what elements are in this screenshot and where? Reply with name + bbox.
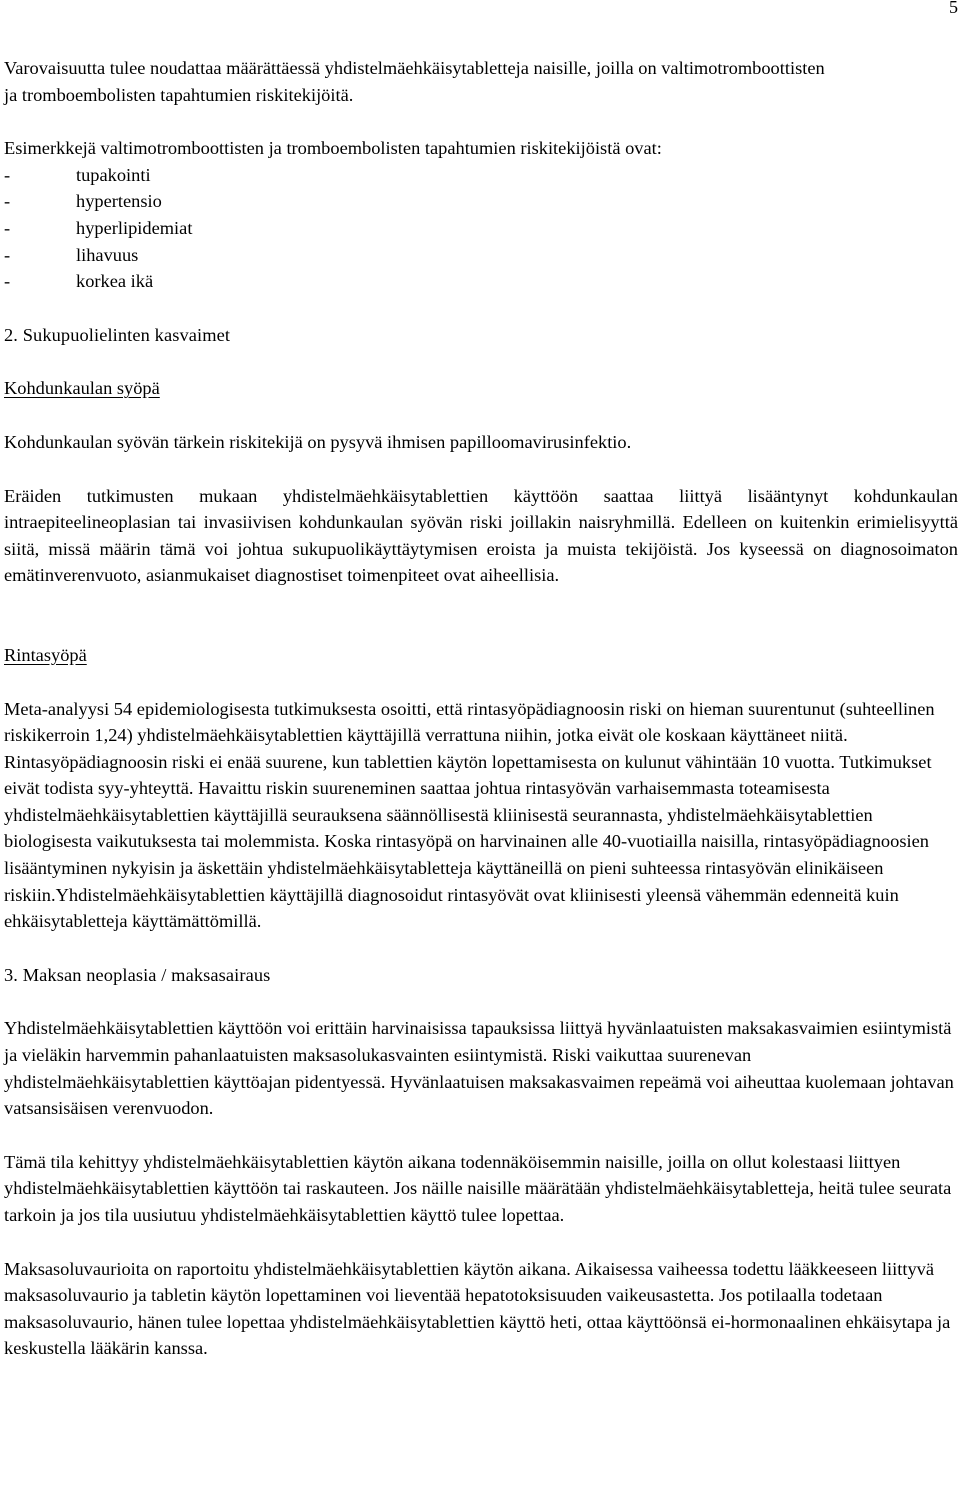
risk-factor-list [4, 162, 958, 295]
document-body [4, 55, 958, 1362]
section-heading-liver: 3. Maksan neoplasia / maksasairaus [4, 964, 271, 985]
list-item-label: hypertensio [76, 191, 162, 212]
intro-paragraph: Varovaisuutta tulee noudattaa määrättäessä yhdistelmäehkäisytabletteja naisille, joilla on valtimotromboottisten ja tromboembolisten tapahtumien riskitekijöitä. [4, 58, 825, 105]
list-item [4, 242, 958, 269]
subheading-cervical-cancer: Kohdunkaulan syöpä [4, 378, 160, 399]
risk-factors-intro: Esimerkkejä valtimotromboottisten ja tromboembolisten tapahtumien riskitekijöistä ovat: [4, 138, 662, 159]
liver-paragraph-3: Maksasoluvaurioita on raportoitu yhdistelmäehkäisytablettien käytön aikana. Aikaisessa vaiheessa todettu lääkkeeseen liittyvä maksasoluvaurio ja tabletin käytön lopettaminen voi lieventää hepatotoksisuuden vaikeusastetta. Jos potilaalla todetaan maksasoluvaurio, hänen tulee lopettaa yhdistelmäehkäisytablettien käyttö heti, ottaa käyttöönsä ei-hormonaalinen ehkäisytapa ja keskustella lääkärin kanssa. [4, 1258, 951, 1359]
liver-paragraph-1: Yhdistelmäehkäisytablettien käyttöön voi erittäin harvinaisissa tapauksissa liittyä hyvänlaatuisten maksakasvaimien esiintymistä ja vieläkin harvemmin pahanlaatuisten maksasolukasvainten esiintymistä. Riski vaikuttaa suurenevan yhdistelmäehkäisytablettien käyttöajan pidentyessä. Hyvänlaatuisen maksakasvaimen repeämä voi aiheuttaa kuolemaan johtavan vatsansisäisen verenvuodon. [4, 1018, 954, 1119]
cervical-paragraph-1: Kohdunkaulan syövän tärkein riskitekijä on pysyvä ihmisen papilloomavirusinfektio. [4, 431, 632, 452]
list-item-label: tupakointi [76, 164, 151, 185]
list-item [4, 215, 958, 242]
list-dash: - [4, 164, 11, 185]
list-dash: - [4, 191, 11, 212]
subheading-breast-cancer: Rintasyöpä [4, 644, 87, 665]
list-item-label: hyperlipidemiat [76, 217, 193, 238]
list-item [4, 162, 958, 189]
list-item [4, 268, 958, 295]
list-item-label: lihavuus [76, 244, 139, 265]
list-item-label: korkea ikä [76, 271, 154, 292]
list-dash: - [4, 244, 11, 265]
page-number: 5 [949, 0, 958, 17]
liver-paragraph-2: Tämä tila kehittyy yhdistelmäehkäisytablettien käytön aikana todennäköisemmin naisille, joilla on ollut kolestaasi liittyen yhdistelmäehkäisytablettien käyttöön tai raskauteen. Jos näille naisille määrätään yhdistelmäehkäisytabletteja, heitä tulee seurata tarkoin ja jos tila uusiutuu yhdistelmäehkäisytablettien käyttö tulee lopettaa. [4, 1151, 952, 1225]
list-dash: - [4, 271, 11, 292]
list-dash: - [4, 217, 11, 238]
cervical-paragraph-2: Eräiden tutkimusten mukaan yhdistelmäehkäisytablettien käyttöön saattaa liittyä lisääntynyt kohdunkaulan intraepiteelineoplasian tai invasiivisen kohdunkaulan syövän riski joillakin naisryhmillä. Edelleen on kuitenkin erimielisyyttä siitä, missä määrin tämä voi johtua sukupuolikäyttäytymisen eroista ja muista tekijöistä. Jos kyseessä on diagnosoimaton emätinverenvuoto, asianmukaiset diagnostiset toimenpiteet ovat aiheellisia. [4, 485, 958, 586]
list-item [4, 188, 958, 215]
section-heading-genital-tumours: 2. Sukupuolielinten kasvaimet [4, 324, 231, 345]
breast-cancer-paragraph: Meta-analyysi 54 epidemiologisesta tutkimuksesta osoitti, että rintasyöpädiagnoosin riski on hieman suurentunut (suhteellinen riskikerroin 1,24) yhdistelmäehkäisytablettien käyttäjillä verrattuna niihin, jotka eivät ole koskaan käyttäneet niitä. Rintasyöpädiagnoosin riski ei enää suurene, kun tablettien käytön lopettamisesta on kulunut vähintään 10 vuotta. Tutkimukset eivät todista syy-yhteyttä. Havaittu riskin suureneminen saattaa johtua rintasyövän varhaisemmasta toteamisesta yhdistelmäehkäisytablettien käyttäjillä seurauksena säännöllisestä kliinisestä seurannasta, yhdistelmäehkäisytablettien biologisesta vaikutuksesta tai molemmista. Koska rintasyöpä on harvinainen alle 40-vuotiailla naisilla, rintasyöpädiagnoosien lisääntyminen nykyisin ja äskettäin yhdistelmäehkäisytabletteja käyttäneillä on pieni suhteessa rintasyövän elinikäiseen riskiin.Yhdistelmäehkäisytablettien käyttäjillä diagnosoidut rintasyövät ovat kliinisesti yleensä vähemmän edenneitä kuin ehkäisytabletteja käyttämättömillä. [4, 698, 935, 932]
